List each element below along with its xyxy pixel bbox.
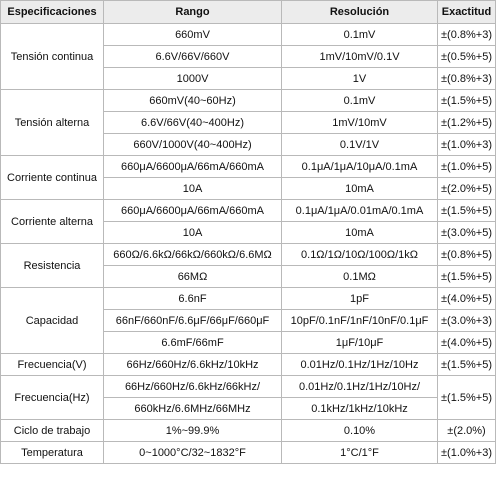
- param-corriente-continua: Corriente continua: [1, 156, 104, 200]
- param-temperatura: Temperatura: [1, 442, 104, 464]
- accuracy-cell: ±(2.0%+5): [438, 178, 496, 200]
- range-cell: 660μA/6600μA/66mA/660mA: [104, 200, 282, 222]
- range-cell: 6.6nF: [104, 288, 282, 310]
- resolution-cell: 1mV/10mV/0.1V: [282, 46, 438, 68]
- accuracy-cell: ±(3.0%+3): [438, 310, 496, 332]
- table-row: [1, 200, 496, 222]
- table-row: [1, 420, 496, 442]
- range-cell: 660μA/6600μA/66mA/660mA: [104, 156, 282, 178]
- resolution-cell: 0.1mV: [282, 90, 438, 112]
- range-cell: 660mV(40~60Hz): [104, 90, 282, 112]
- resolution-cell: 0.1kHz/1kHz/10kHz: [282, 398, 438, 420]
- accuracy-cell: ±(2.0%): [438, 420, 496, 442]
- range-cell: 6.6V/66V(40~400Hz): [104, 112, 282, 134]
- table-row: [1, 376, 496, 398]
- header-resolucion: Resolución: [282, 1, 438, 24]
- param-frecuencia-hz: Frecuencia(Hz): [1, 376, 104, 420]
- range-cell: 660V/1000V(40~400Hz): [104, 134, 282, 156]
- table-row: [1, 90, 496, 112]
- range-cell: 1%~99.9%: [104, 420, 282, 442]
- accuracy-cell: ±(4.0%+5): [438, 332, 496, 354]
- resolution-cell: 1pF: [282, 288, 438, 310]
- header-row: [1, 1, 496, 24]
- resolution-cell: 0.01Hz/0.1Hz/1Hz/10Hz/: [282, 376, 438, 398]
- range-cell: 660mV: [104, 24, 282, 46]
- accuracy-cell: ±(0.8%+5): [438, 244, 496, 266]
- accuracy-cell: ±(1.2%+5): [438, 112, 496, 134]
- resolution-cell: 1mV/10mV: [282, 112, 438, 134]
- resolution-cell: 10mA: [282, 222, 438, 244]
- table-row: [1, 354, 496, 376]
- range-cell: 10A: [104, 222, 282, 244]
- resolution-cell: 0.10%: [282, 420, 438, 442]
- range-cell: 66Hz/660Hz/6.6kHz/66kHz/: [104, 376, 282, 398]
- param-capacidad: Capacidad: [1, 288, 104, 354]
- resolution-cell: 0.1mV: [282, 24, 438, 46]
- resolution-cell: 1°C/1°F: [282, 442, 438, 464]
- param-frecuencia-v: Frecuencia(V): [1, 354, 104, 376]
- resolution-cell: 1V: [282, 68, 438, 90]
- table-row: [1, 24, 496, 46]
- accuracy-cell: ±(0.5%+5): [438, 46, 496, 68]
- table-row: [1, 442, 496, 464]
- accuracy-cell: ±(1.5%+5): [438, 354, 496, 376]
- table-row: [1, 244, 496, 266]
- resolution-cell: 0.01Hz/0.1Hz/1Hz/10Hz: [282, 354, 438, 376]
- resolution-cell: 0.1Ω/1Ω/10Ω/100Ω/1kΩ: [282, 244, 438, 266]
- resolution-cell: 0.1μA/1μA/0.01mA/0.1mA: [282, 200, 438, 222]
- accuracy-cell: ±(1.0%+3): [438, 442, 496, 464]
- range-cell: 6.6mF/66mF: [104, 332, 282, 354]
- range-cell: 66MΩ: [104, 266, 282, 288]
- accuracy-cell: ±(1.5%+5): [438, 266, 496, 288]
- table-row: [1, 156, 496, 178]
- accuracy-cell: ±(1.5%+5): [438, 200, 496, 222]
- header-exactitud: Exactitud: [438, 1, 496, 24]
- accuracy-cell: ±(0.8%+3): [438, 68, 496, 90]
- resolution-cell: 0.1MΩ: [282, 266, 438, 288]
- header-rango: Rango: [104, 1, 282, 24]
- resolution-cell: 0.1μA/1μA/10μA/0.1mA: [282, 156, 438, 178]
- accuracy-cell: ±(1.0%+5): [438, 156, 496, 178]
- header-especificaciones: Especificaciones: [1, 1, 104, 24]
- param-ciclo-de-trabajo: Ciclo de trabajo: [1, 420, 104, 442]
- range-cell: 1000V: [104, 68, 282, 90]
- param-tension-continua: Tensión continua: [1, 24, 104, 90]
- range-cell: 660kHz/6.6MHz/66MHz: [104, 398, 282, 420]
- range-cell: 0~1000°C/32~1832°F: [104, 442, 282, 464]
- accuracy-cell: ±(4.0%+5): [438, 288, 496, 310]
- range-cell: 10A: [104, 178, 282, 200]
- range-cell: 660Ω/6.6kΩ/66kΩ/660kΩ/6.6MΩ: [104, 244, 282, 266]
- param-tension-alterna: Tensión alterna: [1, 90, 104, 156]
- resolution-cell: 10mA: [282, 178, 438, 200]
- range-cell: 66Hz/660Hz/6.6kHz/10kHz: [104, 354, 282, 376]
- param-resistencia: Resistencia: [1, 244, 104, 288]
- accuracy-cell: ±(1.0%+3): [438, 134, 496, 156]
- accuracy-cell: ±(1.5%+5): [438, 90, 496, 112]
- accuracy-cell: ±(3.0%+5): [438, 222, 496, 244]
- resolution-cell: 1μF/10μF: [282, 332, 438, 354]
- range-cell: 66nF/660nF/6.6μF/66μF/660μF: [104, 310, 282, 332]
- accuracy-cell: ±(1.5%+5): [438, 376, 496, 420]
- range-cell: 6.6V/66V/660V: [104, 46, 282, 68]
- resolution-cell: 0.1V/1V: [282, 134, 438, 156]
- resolution-cell: 10pF/0.1nF/1nF/10nF/0.1μF: [282, 310, 438, 332]
- accuracy-cell: ±(0.8%+3): [438, 24, 496, 46]
- table-row: [1, 288, 496, 310]
- param-corriente-alterna: Corriente alterna: [1, 200, 104, 244]
